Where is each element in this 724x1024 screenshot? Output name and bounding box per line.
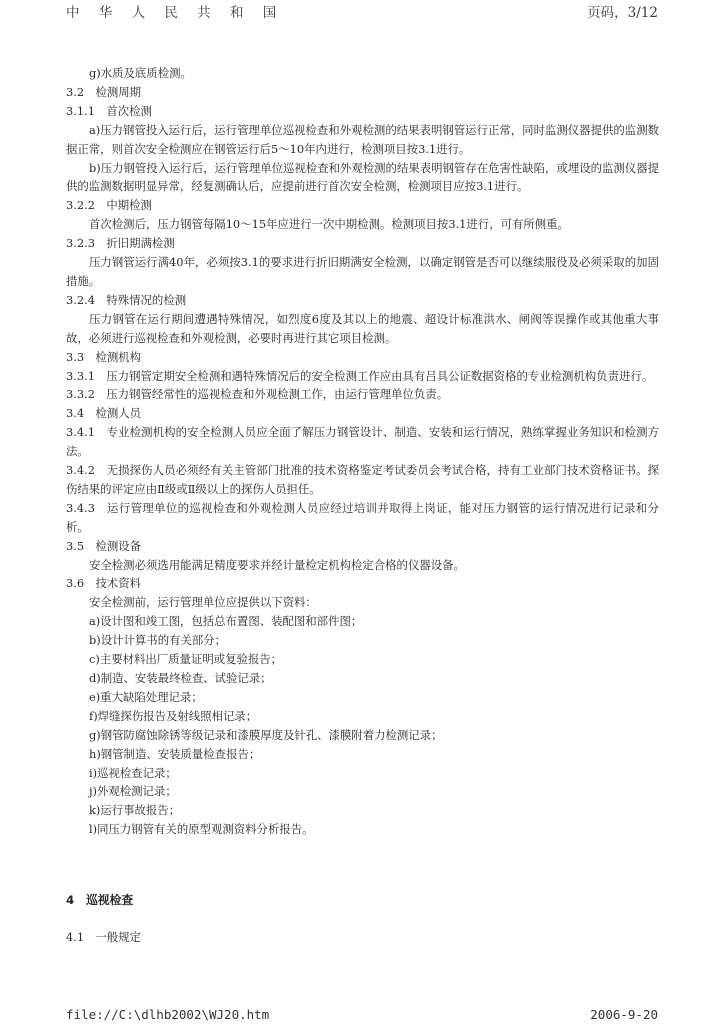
file-path: file://C:\dlhb2002\WJ20.htm [66, 1007, 270, 1022]
heading-3-1-1: 3.1.1 首次检测 [66, 103, 152, 118]
list-item: l)同压力钢管有关的原型观测资料分析报告。 [89, 822, 314, 837]
paragraph-3-4-1: 3.4.1 专业检测机构的安全检测人员应全面了解压力钢管设计、制造、安装和运行情况，熟练掌握业务知识和检测方法。 [66, 425, 659, 459]
document-body [66, 64, 659, 839]
paragraph-3-4-3: 3.4.3 运行管理单位的巡视检查和外观检测人员应经过培训并取得上岗证，能对压力钢管的运行情况进行记录和分析。 [66, 500, 659, 534]
list-item: g)钢管防腐蚀除锈等级记录和漆膜厚度及针孔、漆膜附着力检测记录； [89, 727, 443, 742]
heading-3-6: 3.6 技术资料 [66, 576, 142, 591]
paragraph-3-4-2: 3.4.2 无损探伤人员必须经有关主管部门批准的技术资格鉴定考试委员会考试合格，持有工业部门技术资格证书。探伤结果的评定应由Ⅱ级或Ⅱ级以上的探伤人员担任。 [66, 463, 659, 496]
list-item: d)制造、安装最终检查、试验记录； [89, 671, 272, 685]
heading-3-4: 3.4 检测人员 [66, 406, 142, 421]
heading-3-5: 3.5 检测设备 [66, 538, 142, 553]
heading-3-2-3: 3.2.3 折旧期满检测 [66, 236, 175, 251]
page-header [0, 0, 724, 22]
paragraph-depreciation-check: 压力钢管运行满40年，必须按3.1的要求进行折旧期满安全检测，以确定钢管是否可以继续服役及必须采取的加固措施。 [66, 255, 659, 288]
page-number: 页码，3/12 [587, 5, 658, 21]
list-item: e)重大缺陷处理记录； [89, 689, 203, 704]
paragraph-water-quality: g)水质及底质检测。 [89, 66, 192, 80]
paragraph-3-3-1: 3.3.1 压力钢管定期安全检测和遇特殊情况后的安全检测工作应由具有吕具公证数据资格的专业检测机构负责进行。 [66, 368, 654, 383]
heading-3-2-2: 3.2.2 中期检测 [66, 198, 152, 213]
list-item: i)巡视检查记录； [89, 765, 177, 780]
paragraph-first-check-a: a)压力钢管投入运行后，运行管理单位巡视检查和外观检测的结果表明钢管运行正常，同时监测仪器提供的监测数据正常，则首次安全检测应在钢管运行后5～10年内进行，检测项目按3.1进行。 [66, 122, 659, 156]
paragraph-3-3-2: 3.3.2 压力钢管经常性的巡视检查和外观检测工作，由运行管理单位负责。 [66, 387, 449, 402]
list-item: h)钢管制造、安装质量检查报告； [89, 746, 261, 761]
heading-4-1: 4.1 一般规定 [66, 930, 142, 944]
heading-section-4: 4 巡视检查 [66, 893, 134, 907]
paragraph-tech-docs-intro: 安全检测前，运行管理单位应提供以下资料： [89, 595, 317, 610]
list-item: j)外观检测记录； [89, 784, 177, 799]
list-item: a)设计图和竣工图，包括总布置图、装配图和部件图； [89, 614, 363, 629]
heading-3-2-4: 3.2.4 特殊情况的检测 [66, 292, 187, 307]
heading-3-2: 3.2 检测周期 [66, 84, 142, 99]
list-item: f)焊缝探伤报告及射线照相记录； [89, 708, 258, 723]
paragraph-first-check-b: b)压力钢管投入运行后，运行管理单位巡视检查和外观检测的结果表明钢管存在危害性缺陷，或埋设的监测仪器提供的监测数据明显异常，经复测确认后，应提前进行首次安全检测，检测项目应按3.1进行。 [66, 160, 659, 194]
list-item: k)运行事故报告； [89, 803, 181, 818]
paragraph-special-check: 压力钢管在运行期间遭遇特殊情况，如烈度6度及其以上的地震、超设计标准洪水、闸阀等误操作或其他重大事故，必须进行巡视检查和外观检测，必要时再进行其它项目检测。 [66, 311, 659, 345]
paragraph-mid-check: 首次检测后，压力钢管每隔10～15年应进行一次中期检测。检测项目按3.1进行，可有所侧重。 [89, 217, 569, 232]
print-date: 2006-9-20 [590, 1007, 658, 1022]
list-item: c)主要材料出厂质量证明或复验报告； [89, 652, 283, 667]
paragraph-equipment: 安全检测必须选用能满足精度要求并经计量检定机构检定合格的仪器设备。 [89, 557, 465, 572]
heading-3-3: 3.3 检测机构 [66, 349, 142, 364]
header-title: 中 华 人 民 共 和 国 [66, 5, 284, 21]
list-item: b)设计计算书的有关部分； [89, 633, 227, 648]
